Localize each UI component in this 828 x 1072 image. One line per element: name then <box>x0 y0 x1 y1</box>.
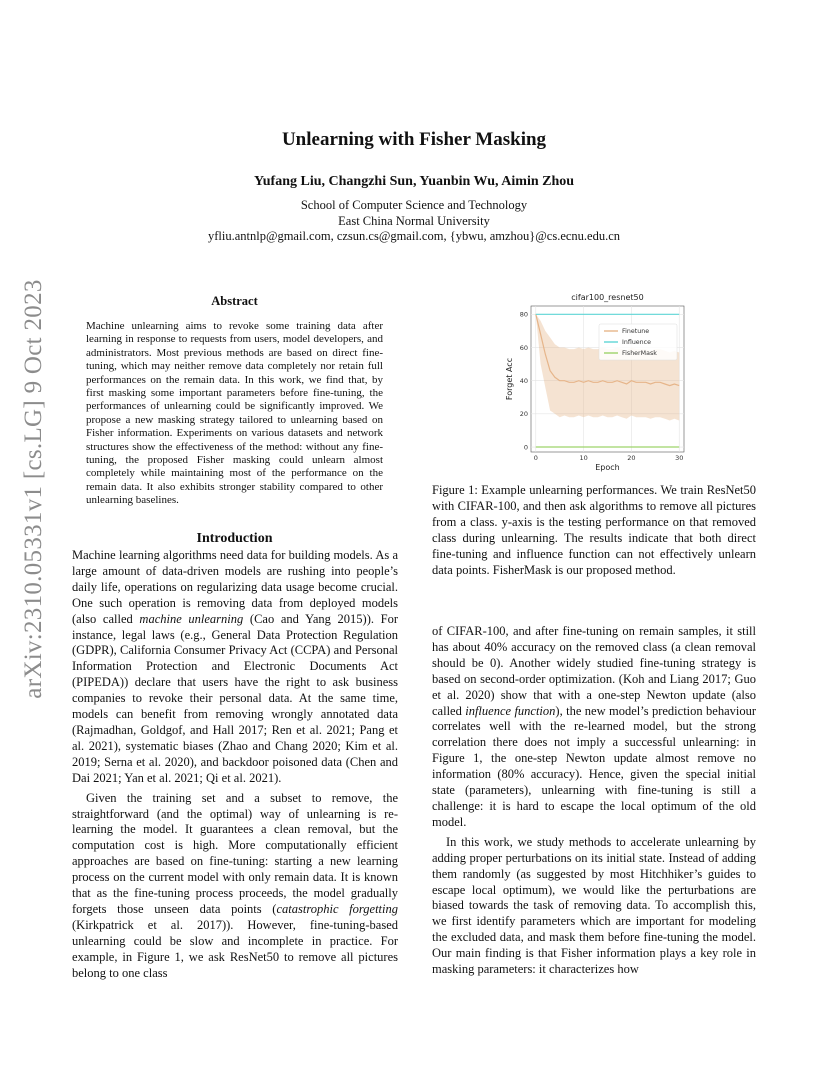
x-tick-label: 30 <box>675 454 684 462</box>
abstract-heading: Abstract <box>211 294 258 308</box>
intro-paragraph-2 <box>72 791 398 982</box>
author-emails: yfliu.antnlp@gmail.com, czsun.cs@gmail.com, {ybwu, amzhou}@cs.ecnu.edu.cn <box>207 229 621 243</box>
legend-entry-finetune: Finetune <box>622 328 650 336</box>
y-axis-label: Forget Acc <box>505 357 514 401</box>
figure-1 <box>500 286 690 476</box>
intro-p2-emphasis: catastrophic forgetting <box>276 901 399 916</box>
left-column-body <box>72 548 398 981</box>
intro-p3-text: of CIFAR-100, and after fine-tuning on remain samples, it still has about 40% accuracy on the removed class (a clean removal should be 0). Another widely studied fine-tuning strategy is based on second-order optimization. (Koh and Liang 2017; Guo et al. 2020) show that with a one-step Newton update (also called <box>432 624 756 718</box>
affiliation <box>0 198 828 245</box>
intro-p1-text-cont: (Cao and Yang 2015)). For instance, legal laws (e.g., General Data Protection Regulation (GDPR), California Consumer Privacy Act (CCPA) and Personal Information Protection and Electronic Documents Act (PIPEDA)) declare that users have the right to ask business companies to revoke their personal data. At the same time, models can benefit from removing wrongly annotated data (Rajmadhan, Goldgof, and Hall 2017; Ren et al. 2021; Pang et al. 2021), systematic biases (Zhao and Chang 2020; Kim et al. 2019; Serna et al. 2020), and backdoor poisoned data (Chen and Dai 2021; Yan et al. 2021; Qi et al. 2021). <box>72 611 398 785</box>
arxiv-stamp-text: arXiv:2310.05331v1 [cs.LG] 9 Oct 2023 <box>20 279 47 699</box>
y-tick-label: 0 <box>523 443 528 452</box>
y-tick-label: 60 <box>519 343 528 352</box>
intro-p2-text-cont: (Kirkpatrick et al. 2017)). However, fine-tuning-based unlearning could be slow and incomplete in practice. For example, in Figure 1, we ask ResNet50 to remove all pictures belong to one class <box>72 917 398 980</box>
intro-p3-text-cont: ), the new model’s prediction behaviour correlates well with the re-learned model, but the strong correlation there does not imply a successful unlearning: in Figure 1, the one-step Newton update almost remove no information (80% accuracy). Hence, given the special initial state (parameters), unlearning with fine-tuning is still a challenge: it is hard to escape the local optimum of the old model. <box>432 703 757 829</box>
intro-p3-emphasis: influence function <box>465 703 556 718</box>
right-column-body <box>432 624 756 978</box>
abstract-text: Machine unlearning aims to revoke some training data after learning in response to requests from users, model developers, and administrators. Most previous methods are based on direct fine-tuning, which may neither remove data completely nor retain full performances on the remain data. In this work, we find that, by first masking some important parameters before fine-tuning, the performances of unlearning could be significantly improved. We propose a new masking strategy tailored to unlearning based on Fisher information. Experiments on various datasets and network structures show the effectiveness of the method: without any fine-tuning, the proposed Fisher masking could unlearn almost completely while maintaining most of the performance on the remain data. It also exhibits stronger stability compared to other unlearning baselines. <box>86 320 383 507</box>
introduction-heading: Introduction <box>196 531 273 546</box>
affiliation-university: East China Normal University <box>338 213 490 228</box>
x-tick-label: 20 <box>627 454 636 462</box>
intro-p1-emphasis: machine unlearning <box>139 611 244 626</box>
chart-title: cifar100_resnet50 <box>571 293 644 302</box>
figure-caption: Figure 1: Example unlearning performances. We train ResNet50 with CIFAR-100, and then ask algorithms to remove all pictures from a class. y-axis is the testing performance on that removed class during unlearning. The results indicate that both direct fine-tuning and influence function can not effectively unlearn data points. FisherMask is our proposed method. <box>432 483 756 577</box>
author-list: Yufang Liu, Changzhi Sun, Yuanbin Wu, Aimin Zhou <box>253 174 575 189</box>
affiliation-school: School of Computer Science and Technology <box>300 198 528 212</box>
x-tick-label: 10 <box>579 454 588 462</box>
x-tick-label: 0 <box>533 454 538 462</box>
y-tick-label: 40 <box>519 376 528 385</box>
x-axis-label: Epoch <box>595 463 620 472</box>
forget-acc-chart <box>500 286 690 476</box>
y-tick-label: 80 <box>519 310 528 319</box>
intro-p1-text: Machine learning algorithms need data for building models. As a large amount of data-driven models are rushing into people’s daily life, operations on regularizing data usage become crucial. One such operation is removing data from deployed models (also called <box>72 548 398 626</box>
y-tick-label: 20 <box>519 410 528 419</box>
intro-p2-text: Given the training set and a subset to remove, the straightforward (and the optimal) way of unlearning is re-learning the model. It guarantees a clean removal, but the computation cost is high. More computationally efficient approaches are based on fine-tuning: starting a new learning process on the current model with only remain data. It is known that as the fine-tuning process proceeds, the model gradually forgets those unseen data points ( <box>72 790 398 916</box>
intro-paragraph-3 <box>432 624 756 831</box>
intro-paragraph-4: In this work, we study methods to accelerate unlearning by adding proper perturbations on its initial state. Instead of adding them randomly (as suggested by most Hitchhiker’s guides to escape local optimum), we would like the perturbations are biased towards the task of removing data. To accomplish this, we first identify parameters which are important for modeling the excluded data, and mask them before fine-tuning the model. Our main finding is that Fisher information plays a key role in masking parameters: it characterizes how <box>432 834 756 977</box>
legend-entry-influence: Influence <box>622 339 652 347</box>
legend-entry-fishermask: FisherMask <box>622 350 657 358</box>
paper-title: Unlearning with Fisher Masking <box>281 129 547 150</box>
intro-paragraph-1 <box>72 548 398 787</box>
arxiv-stamp <box>18 279 50 699</box>
